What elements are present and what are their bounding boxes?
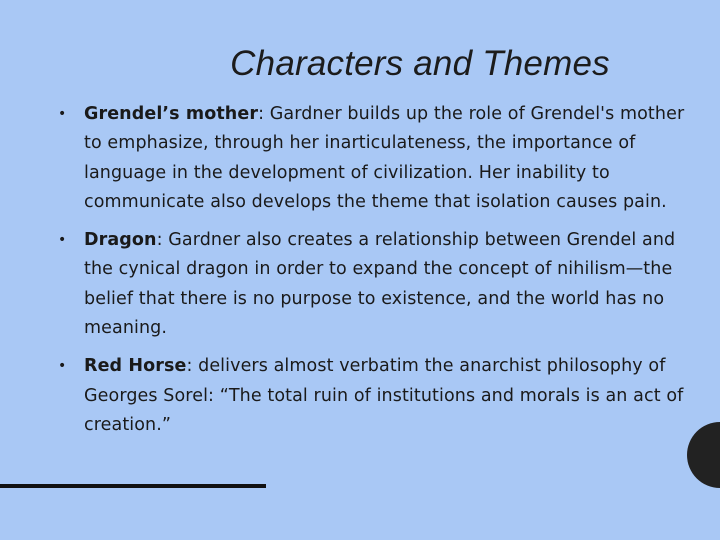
- bullet-dot-icon: •: [58, 358, 67, 375]
- slide-title: Characters and Themes: [230, 44, 610, 83]
- corner-circle-decoration: [687, 422, 720, 488]
- bullet-list: [58, 100, 690, 449]
- bullet-text: : delivers almost verbatim the anarchist philosophy of Georges Sorel: “The total ruin of institutions and morals is an act of creation.”: [84, 356, 684, 435]
- bullet-term: Grendel’s mother: [84, 104, 259, 124]
- bullet-item-red-horse: [58, 352, 690, 440]
- bullet-text: : Gardner builds up the role of Grendel's mother to emphasize, through her inarticulateness, the importance of language in the development of civilization. Her inability to communicate also develops the theme that isolation causes pain.: [84, 104, 685, 212]
- footer-divider-line: [0, 484, 266, 488]
- bullet-term: Dragon: [84, 230, 157, 251]
- bullet-item-grendels-mother: [58, 100, 690, 217]
- bullet-item-dragon: [58, 226, 690, 343]
- bullet-dot-icon: •: [58, 106, 67, 122]
- bullet-term: Red Horse: [84, 356, 187, 377]
- bullet-text: : Gardner also creates a relationship between Grendel and the cynical dragon in order to expand the concept of nihilism—the belief that there is no purpose to existence, and the world has no meaning.: [84, 230, 676, 339]
- bullet-dot-icon: •: [58, 232, 67, 249]
